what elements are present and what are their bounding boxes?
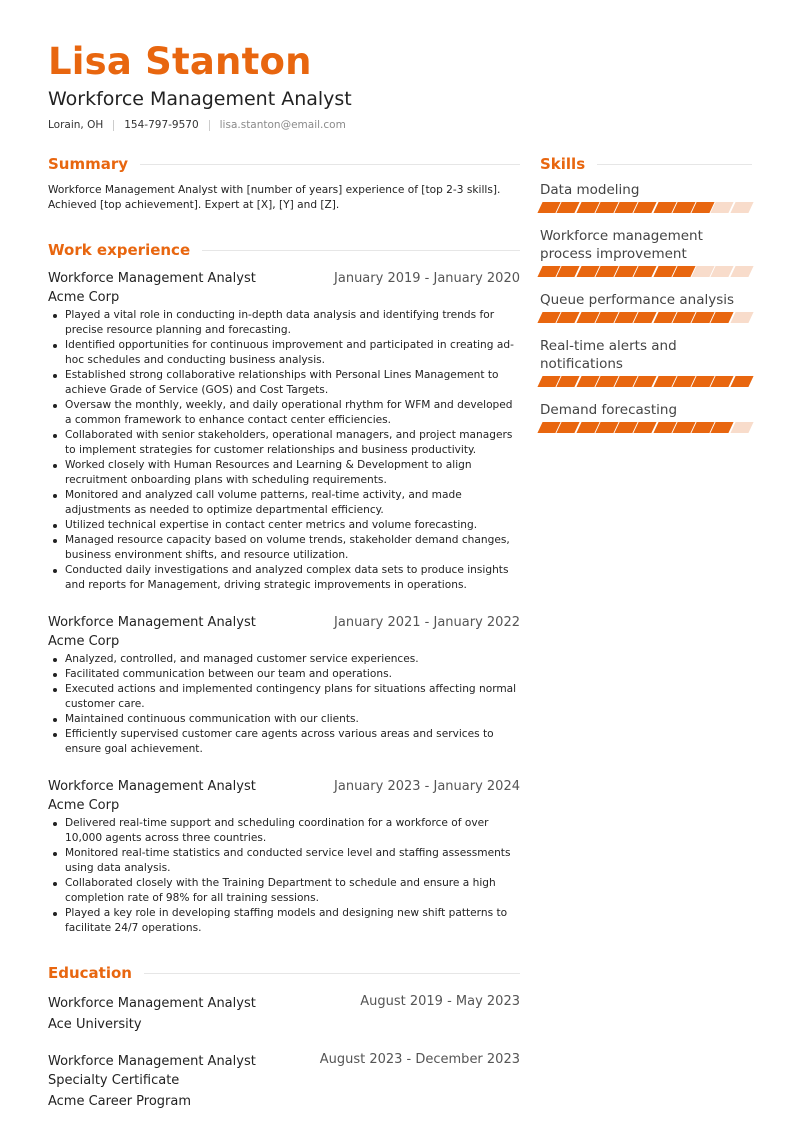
skill-item	[540, 181, 752, 213]
summary-text: Workforce Management Analyst with [number of years] experience of [top 2-3 skills]. Achieved [top achievement]. Expert at [X], [Y] and [Z].	[48, 184, 501, 211]
job-bullet: Delivered real-time support and scheduling coordination for a workforce of over 10,000 agents across three countries.	[48, 816, 520, 846]
skill-item	[540, 291, 752, 323]
job-bullet: Established strong collaborative relationships with Personal Lines Management to achieve Grade of Service (GOS) and Cost Targets.	[48, 368, 520, 398]
job-title: Workforce Management Analyst	[48, 779, 256, 794]
skill-name: Data modeling	[540, 182, 640, 198]
skill-level-bar	[540, 376, 752, 387]
experience-section-header	[48, 239, 520, 261]
job-bullet: Played a vital role in conducting in-depth data analysis and identifying trends for precise resource planning and forecasting.	[48, 308, 520, 338]
skills-section-header	[540, 153, 752, 175]
education-header	[48, 994, 520, 1013]
skill-level-bar	[540, 266, 752, 277]
job-bullet: Monitored and analyzed call volume patterns, real-time activity, and made adjustments as needed to optimize departmental efficiency.	[48, 488, 520, 518]
education-school: Ace University	[48, 1017, 142, 1032]
job-company: Acme Corp	[48, 634, 120, 649]
job-header	[48, 271, 520, 286]
job-bullet: Conducted daily investigations and analyzed complex data sets to produce insights and reports for Management, driving strategic improvements in operations.	[48, 563, 520, 593]
job-bullet: Facilitated communication between our team and operations.	[48, 667, 520, 682]
candidate-role: Workforce Management Analyst	[48, 88, 352, 110]
skill-segment-filled	[730, 376, 753, 387]
skill-level-bar	[540, 202, 752, 213]
education-title: Education	[48, 964, 132, 982]
job-bullet: Efficiently supervised customer care agents across various areas and services to ensure goal achievement.	[48, 727, 520, 757]
contact-phone: 154-797-9570	[124, 119, 199, 131]
job-bullet-list	[48, 308, 520, 593]
job-header	[48, 779, 520, 794]
job-list	[48, 271, 520, 936]
skill-name: Demand forecasting	[540, 402, 678, 418]
contact-divider	[113, 120, 114, 131]
education-dates: August 2019 - May 2023	[360, 994, 520, 1009]
section-rule	[140, 164, 520, 165]
education-entry	[48, 1052, 520, 1109]
skill-name: Workforce management process improvement	[540, 228, 703, 262]
job-bullet: Utilized technical expertise in contact center metrics and volume forecasting.	[48, 518, 520, 533]
education-title: Workforce Management Analyst Specialty Certificate	[48, 1054, 256, 1088]
skill-list	[540, 181, 752, 433]
skill-name: Queue performance analysis	[540, 292, 735, 308]
job-bullet: Collaborated closely with the Training Department to schedule and ensure a high completion rate of 98% for all training sessions.	[48, 876, 520, 906]
skill-segment-empty	[730, 422, 753, 433]
job-entry	[48, 271, 520, 593]
skill-segment-empty	[730, 202, 753, 213]
job-bullet: Analyzed, controlled, and managed customer service experiences.	[48, 652, 520, 667]
skill-item	[540, 401, 752, 433]
skill-segment-empty	[730, 312, 753, 323]
job-bullet: Played a key role in developing staffing models and designing new shift patterns to facilitate 24/7 operations.	[48, 906, 520, 936]
job-header	[48, 615, 520, 630]
skill-item	[540, 227, 752, 277]
education-header	[48, 1052, 520, 1090]
job-dates: January 2019 - January 2020	[334, 271, 520, 286]
job-dates: January 2021 - January 2022	[334, 615, 520, 630]
skill-segment-empty	[730, 266, 753, 277]
education-school: Acme Career Program	[48, 1094, 192, 1109]
job-dates: January 2023 - January 2024	[334, 779, 520, 794]
summary-title: Summary	[48, 155, 129, 173]
job-bullet: Identified opportunities for continuous improvement and participated in creating ad-hoc schedules and conducting business analysis.	[48, 338, 520, 368]
job-entry	[48, 779, 520, 936]
education-section-header	[48, 962, 520, 984]
contact-divider	[209, 120, 210, 131]
skill-level-bar	[540, 312, 752, 323]
job-bullet: Worked closely with Human Resources and Learning & Development to align recruitment onboarding plans with scheduling requirements.	[48, 458, 520, 488]
contact-location: Lorain, OH	[48, 119, 104, 131]
main-column	[48, 153, 520, 1109]
job-entry	[48, 615, 520, 757]
contact-line	[48, 119, 346, 131]
candidate-name: Lisa Stanton	[48, 40, 312, 83]
section-rule	[202, 250, 520, 251]
skills-title: Skills	[540, 155, 586, 173]
job-bullet: Managed resource capacity based on volume trends, stakeholder demand changes, business environment shifts, and resource utilization.	[48, 533, 520, 563]
job-company: Acme Corp	[48, 290, 120, 305]
skill-item	[540, 337, 752, 387]
job-title: Workforce Management Analyst	[48, 271, 256, 286]
summary-section-header	[48, 153, 520, 175]
contact-email[interactable]: lisa.stanton@email.com	[219, 119, 346, 131]
job-bullet-list	[48, 816, 520, 936]
education-dates: August 2023 - December 2023	[319, 1052, 520, 1067]
job-company: Acme Corp	[48, 798, 120, 813]
job-bullet: Monitored real-time statistics and conducted service level and staffing assessments using data analysis.	[48, 846, 520, 876]
skill-name: Real-time alerts and notifications	[540, 338, 677, 372]
experience-title: Work experience	[48, 241, 191, 259]
education-list	[48, 994, 520, 1109]
job-bullet: Oversaw the monthly, weekly, and daily operational rhythm for WFM and developed a common framework to enhance contact center efficiencies.	[48, 398, 520, 428]
education-entry	[48, 994, 520, 1032]
job-bullet-list	[48, 652, 520, 757]
job-bullet: Executed actions and implemented contingency plans for situations affecting normal customer care.	[48, 682, 520, 712]
side-column	[540, 153, 752, 433]
education-title: Workforce Management Analyst	[48, 996, 256, 1011]
job-bullet: Collaborated with senior stakeholders, operational managers, and project managers to implement strategies for customer relationships and business productivity.	[48, 428, 520, 458]
job-title: Workforce Management Analyst	[48, 615, 256, 630]
section-rule	[597, 164, 752, 165]
job-bullet: Maintained continuous communication with our clients.	[48, 712, 520, 727]
skill-level-bar	[540, 422, 752, 433]
section-rule	[144, 973, 520, 974]
